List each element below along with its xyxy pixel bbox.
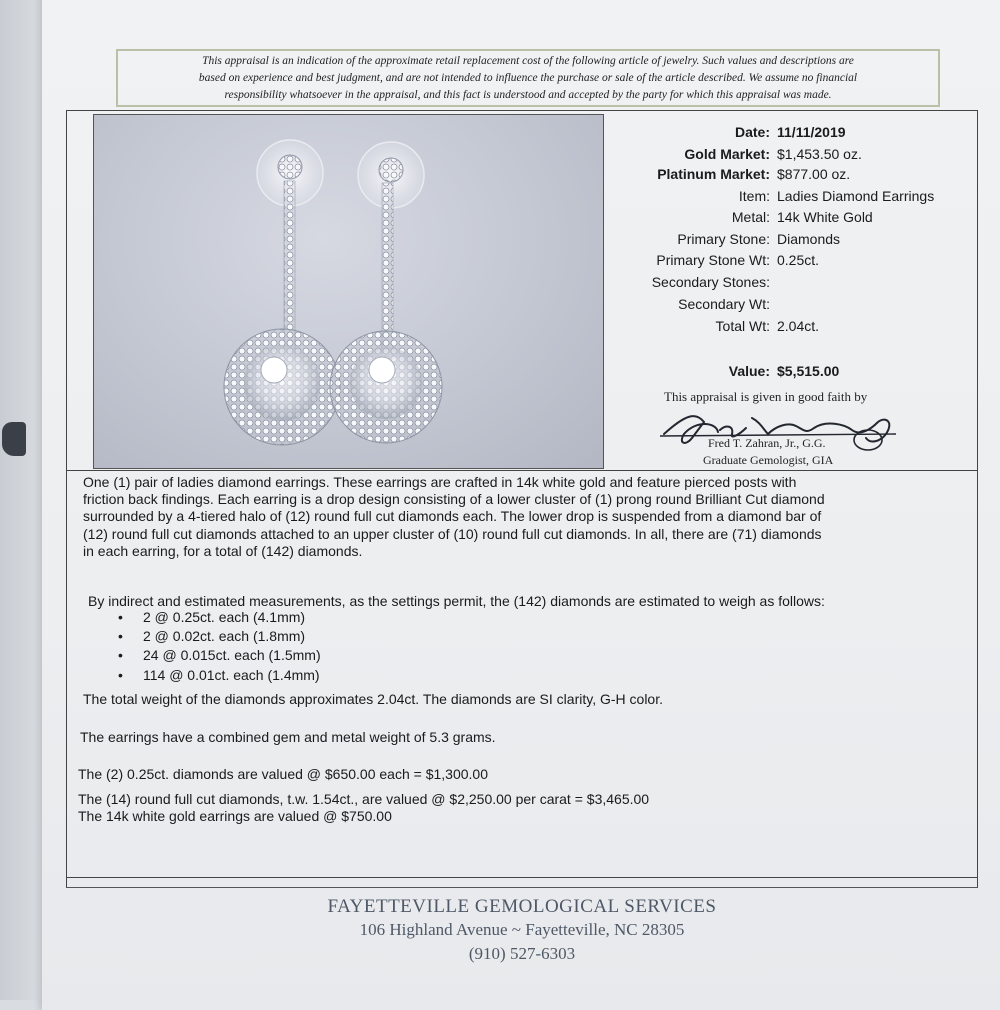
bullet-dot: • bbox=[118, 667, 123, 683]
description-paragraph-line: friction back findings. Each earring is a drop design consisting of a lower cluster of (1) prong round Brilliant Cut diamond bbox=[83, 491, 825, 507]
underlying-page-edge bbox=[0, 0, 43, 1000]
valuation-line: The (14) round full cut diamonds, t.w. 1.54ct., are valued @ $2,250.00 per carat = $3,465.00 bbox=[78, 791, 650, 807]
earrings-photo bbox=[93, 114, 604, 469]
detail-label: Total Wt: bbox=[715, 318, 770, 334]
appraiser-name: Fred T. Zahran, Jr., G.G. bbox=[708, 436, 826, 450]
company-address: 106 Highland Avenue ~ Fayetteville, NC 28305 bbox=[359, 920, 685, 939]
value-label: Value: bbox=[728, 363, 770, 379]
disclaimer-box bbox=[116, 49, 940, 107]
earrings-illustration bbox=[94, 115, 604, 469]
detail-value: Diamonds bbox=[777, 231, 841, 247]
diamond-weight-item: 114 @ 0.01ct. each (1.4mm) bbox=[143, 667, 320, 683]
detail-label: Date: bbox=[734, 124, 770, 140]
combined-weight-statement: The earrings have a combined gem and metal weight of 5.3 grams. bbox=[80, 729, 496, 745]
value-amount: $5,515.00 bbox=[777, 363, 840, 379]
total-weight-statement: The total weight of the diamonds approximates 2.04ct. The diamonds are SI clarity, G-H color. bbox=[83, 691, 663, 707]
valuation-line: The (2) 0.25ct. diamonds are valued @ $650.00 each = $1,300.00 bbox=[78, 766, 488, 782]
bullet-dot: • bbox=[118, 609, 123, 625]
measurement-intro: By indirect and estimated measurements, as the settings permit, the (142) diamonds are estimated to weigh as follows: bbox=[88, 593, 825, 609]
description-paragraph-line: surrounded by a 4-tiered halo of (12) round full cut diamonds each. The lower drop is suspended from a diamond bar of bbox=[83, 508, 822, 524]
detail-label: Item: bbox=[738, 188, 770, 204]
detail-value: $1,453.50 oz. bbox=[777, 146, 862, 162]
detail-value: 0.25ct. bbox=[777, 252, 820, 268]
detail-label: Secondary Stones: bbox=[651, 274, 770, 290]
binder-clip bbox=[2, 422, 26, 456]
detail-label: Primary Stone: bbox=[677, 231, 770, 247]
detail-value: $877.00 oz. bbox=[777, 166, 851, 182]
diamond-weight-item: 24 @ 0.015ct. each (1.5mm) bbox=[143, 647, 321, 663]
detail-label: Platinum Market: bbox=[657, 166, 770, 182]
bullet-dot: • bbox=[118, 628, 123, 644]
detail-label: Metal: bbox=[731, 209, 770, 225]
description-paragraph-line: in each earring, for a total of (142) diamonds. bbox=[83, 543, 363, 559]
good-faith-statement: This appraisal is given in good faith by bbox=[664, 389, 868, 404]
disclaimer-line: responsibility whatsoever in the appraisal, and this fact is understood and accepted by the party for which this appraisal was made. bbox=[224, 89, 832, 101]
detail-value: Ladies Diamond Earrings bbox=[777, 188, 935, 204]
diamond-weight-item: 2 @ 0.25ct. each (4.1mm) bbox=[143, 609, 306, 625]
disclaimer-line: based on experience and best judgment, and are not intended to influence the purchase or sale of the article described. We assume no financial bbox=[198, 72, 858, 84]
right-earring bbox=[330, 142, 442, 443]
appraiser-title: Graduate Gemologist, GIA bbox=[703, 453, 834, 467]
detail-label: Secondary Wt: bbox=[678, 296, 770, 312]
description-paragraph-line: One (1) pair of ladies diamond earrings. These earrings are crafted in 14k white gold and feature pierced posts with bbox=[83, 474, 797, 490]
detail-value: 11/11/2019 bbox=[777, 124, 846, 140]
company-name: FAYETTEVILLE GEMOLOGICAL SERVICES bbox=[327, 896, 717, 917]
detail-label: Gold Market: bbox=[684, 146, 770, 162]
bullet-dot: • bbox=[118, 647, 123, 663]
detail-label: Primary Stone Wt: bbox=[656, 252, 770, 268]
description-paragraph-line: (12) round full cut diamonds attached to an upper cluster of (10) round full cut diamonds. In all, there are (71) diamonds bbox=[83, 526, 822, 542]
disclaimer-line: This appraisal is an indication of the approximate retail replacement cost of the following article of jewelry. Such values and descriptions are bbox=[202, 55, 854, 67]
detail-value: 2.04ct. bbox=[777, 318, 820, 334]
left-earring bbox=[224, 140, 340, 445]
company-phone: (910) 527-6303 bbox=[468, 944, 576, 963]
valuation-line: The 14k white gold earrings are valued @ $750.00 bbox=[78, 808, 392, 824]
diamond-weight-item: 2 @ 0.02ct. each (1.8mm) bbox=[143, 628, 306, 644]
detail-value: 14k White Gold bbox=[777, 209, 873, 225]
footer-rule bbox=[66, 887, 978, 888]
